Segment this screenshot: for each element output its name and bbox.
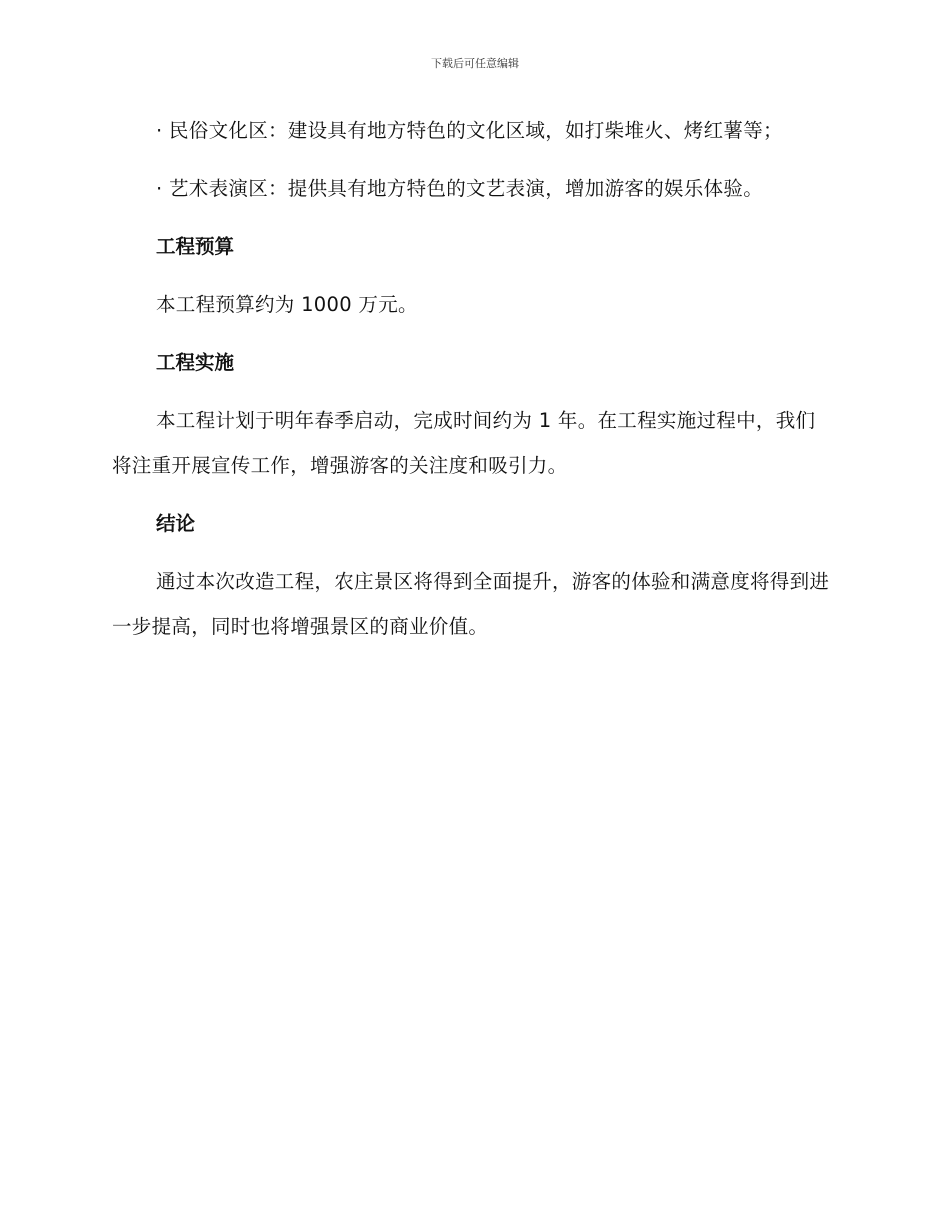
conclusion-heading: 结论 (156, 512, 196, 535)
folk-culture-item: · 民俗文化区：建设具有地方特色的文化区域，如打柴堆火、烤红薯等； (156, 119, 783, 142)
art-performance-item: · 艺术表演区：提供具有地方特色的文艺表演，增加游客的娱乐体验。 (156, 177, 763, 200)
document-body (112, 108, 834, 662)
implementation-paragraph: 本工程计划于明年春季启动，完成时间约为 1 年。在工程实施过程中，我们将注重开展宣传工作，增强游客的关注度和吸引力。 (112, 409, 816, 477)
page-header-note: 下载后可任意编辑 (431, 57, 519, 70)
conclusion-paragraph: 通过本次改造工程，农庄景区将得到全面提升，游客的体验和满意度将得到进一步提高，同时也将增强景区的商业价值。 (112, 570, 830, 638)
budget-paragraph: 本工程预算约为 1000 万元。 (156, 293, 418, 316)
implementation-heading: 工程实施 (156, 351, 235, 374)
budget-heading: 工程预算 (156, 235, 235, 258)
